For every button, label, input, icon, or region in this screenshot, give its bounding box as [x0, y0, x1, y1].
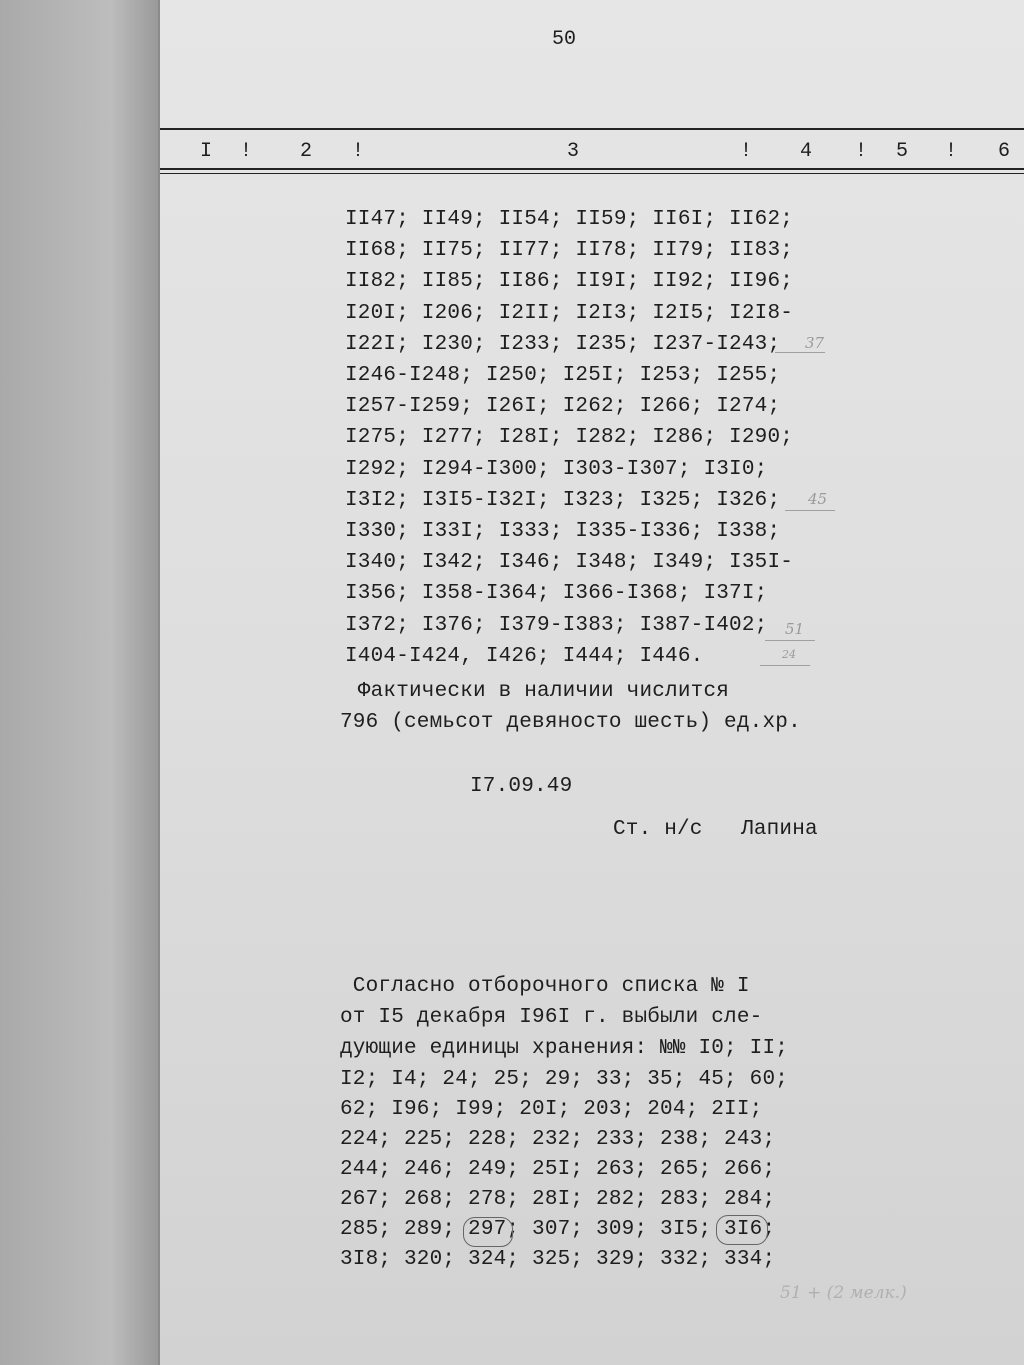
- margin-note: 51: [785, 620, 805, 638]
- pencil-circle-mark: [716, 1215, 768, 1245]
- header-col: 3: [567, 140, 580, 163]
- list-line: I3I2; I3I5-I32I; I323; I325; I326;: [345, 489, 781, 512]
- header-sep: !: [740, 140, 753, 163]
- margin-note: 51 + (2 мелк.): [780, 1283, 907, 1303]
- date: I7.09.49: [470, 775, 573, 798]
- header-col: 4: [800, 140, 813, 163]
- margin-underline: [785, 510, 835, 511]
- summary-line: 796 (семьсот девяносто шесть) ед.хр.: [340, 711, 801, 734]
- previous-page-edge: [0, 0, 160, 1365]
- margin-underline: [765, 640, 815, 641]
- note-line: от I5 декабря I96I г. выбыли сле-: [340, 1006, 763, 1029]
- margin-underline: [775, 352, 825, 353]
- list-line: I257-I259; I26I; I262; I266; I274;: [345, 395, 781, 418]
- note-line: 62; I96; I99; 20I; 203; 204; 2II;: [340, 1098, 763, 1121]
- note-line: дующие единицы хранения: №№ I0; II;: [340, 1037, 789, 1060]
- header-sep: !: [352, 140, 365, 163]
- list-line: I340; I342; I346; I348; I349; I35I-: [345, 551, 794, 574]
- list-line: II47; II49; II54; II59; II6I; II62;: [345, 208, 794, 231]
- header-col: 5: [896, 140, 909, 163]
- note-line: Согласно отборочного списка № I: [340, 975, 750, 998]
- list-line: II68; II75; II77; II78; II79; II83;: [345, 239, 794, 262]
- list-line: I20I; I206; I2II; I2I3; I2I5; I2I8-: [345, 302, 794, 325]
- page-number: 50: [552, 28, 577, 51]
- note-line: 244; 246; 249; 25I; 263; 265; 266;: [340, 1158, 776, 1181]
- note-line: 267; 268; 278; 28I; 282; 283; 284;: [340, 1188, 776, 1211]
- pencil-circle-mark: [463, 1217, 513, 1247]
- table-header-bottom-rule: [160, 168, 1024, 170]
- note-line: I2; I4; 24; 25; 29; 33; 35; 45; 60;: [340, 1068, 789, 1091]
- list-line: II82; II85; II86; II9I; II92; II96;: [345, 270, 794, 293]
- signature: Ст. н/с Лапина: [613, 818, 818, 841]
- header-col: 6: [998, 140, 1011, 163]
- header-sep: !: [945, 140, 958, 163]
- list-line: I292; I294-I300; I303-I307; I3I0;: [345, 458, 768, 481]
- summary-line: Фактически в наличии числится: [345, 680, 730, 703]
- list-line: I404-I424, I426; I444; I446.: [345, 645, 704, 668]
- list-line: I246-I248; I250; I25I; I253; I255;: [345, 364, 781, 387]
- header-col: I: [200, 140, 213, 163]
- list-line: I22I; I230; I233; I235; I237-I243;: [345, 333, 781, 356]
- margin-note: 24: [782, 648, 796, 661]
- margin-underline: [760, 665, 810, 666]
- margin-note: 37: [805, 334, 825, 352]
- list-line: I372; I376; I379-I383; I387-I402;: [345, 614, 768, 637]
- list-line: I330; I33I; I333; I335-I336; I338;: [345, 520, 781, 543]
- table-header-top-rule: [160, 128, 1024, 130]
- header-sep: !: [855, 140, 868, 163]
- table-header-bottom-rule-2: [160, 173, 1024, 174]
- list-line: I356; I358-I364; I366-I368; I37I;: [345, 582, 768, 605]
- note-line: 3I8; 320; 324; 325; 329; 332; 334;: [340, 1248, 776, 1271]
- margin-note: 45: [808, 490, 828, 508]
- header-sep: !: [240, 140, 253, 163]
- note-line: 224; 225; 228; 232; 233; 238; 243;: [340, 1128, 776, 1151]
- header-col: 2: [300, 140, 313, 163]
- list-line: I275; I277; I28I; I282; I286; I290;: [345, 426, 794, 449]
- note-line: 285; 289; 297; 307; 309; 3I5; 3I6;: [340, 1218, 776, 1241]
